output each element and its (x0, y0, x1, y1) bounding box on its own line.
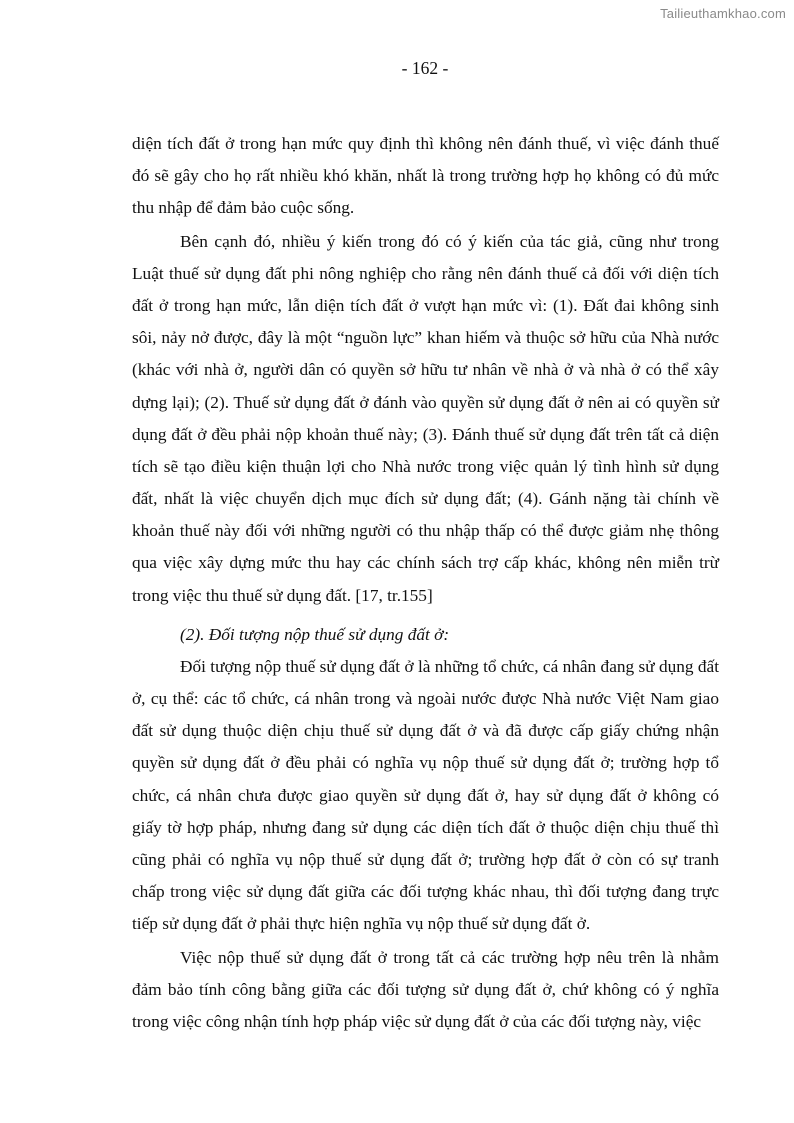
text-line: diện tích đất ở trong hạn mức quy định thì không nên đánh thuế, vì việc đánh thuế (132, 134, 719, 153)
text-line: dụng đất ở đều phải nộp khoản thuế này; (3). Đánh thuế sử dụng đất trên tất cả diện (132, 424, 719, 444)
text-line: Đối tượng nộp thuế sử dụng đất ở là những tổ chức, cá nhân đang sử dụng đất (180, 656, 719, 676)
text-line: chấp trong việc sử dụng đất giữa các đối tượng khác nhau, thì đối tượng đang trực (132, 882, 719, 902)
paragraph (132, 226, 719, 612)
text-line: giấy tờ hợp pháp, nhưng đang sử dụng các diện tích đất ở thuộc diện chịu thuế thì (132, 817, 719, 837)
text-line: đảm bảo tính công bằng giữa các đối tượng sử dụng đất ở, chứ không có ý nghĩa (132, 979, 719, 999)
page-number: - 162 - (401, 58, 449, 78)
text-line: trong việc thu thuế sử dụng đất. [17, tr.155] (132, 585, 433, 605)
text-line: sôi, nảy nở được, đây là một “nguồn lực” khan hiếm và thuộc sở hữu của Nhà nước (132, 328, 719, 348)
text-line: Bên cạnh đó, nhiều ý kiến trong đó có ý kiến của tác giả, cũng như trong (180, 231, 719, 251)
text-line: Luật thuế sử dụng đất phi nông nghiệp cho rằng nên đánh thuế cả đối với diện tích (132, 263, 719, 283)
text-line: tích sẽ tạo điều kiện thuận lợi cho Nhà nước trong việc quản lý tình hình sử dụng (132, 456, 719, 476)
text-line: đất ở trong hạn mức, lẫn diện tích đất ở vượt hạn mức vì: (1). Đất đai không sinh (132, 295, 719, 315)
paragraph (132, 942, 719, 1039)
section-heading: (2). Đối tượng nộp thuế sử dụng đất ở: (180, 624, 450, 644)
text-line: chức, cá nhân chưa được giao quyền sử dụng đất ở, hay sử dụng đất ở không có (132, 785, 719, 805)
text-line: dựng lại); (2). Thuế sử dụng đất ở đánh vào quyền sử dụng đất ở nên ai có quyền sử (132, 392, 719, 412)
text-line: Việc nộp thuế sử dụng đất ở trong tất cả các trường hợp nêu trên là nhằm (180, 947, 719, 967)
text-line: khoản thuế này đối với những người có thu nhập thấp có thể được giảm nhẹ thông (132, 521, 719, 541)
text-line: qua việc xây dựng mức thu hay các chính sách trợ cấp khác, không nên miễn trừ (132, 553, 719, 573)
paragraph-group-2 (132, 651, 719, 1038)
text-line: (khác với nhà ở, người dân có quyền sở hữu tư nhân về nhà ở và nhà ở có thể xây (132, 360, 719, 380)
paragraph (132, 128, 719, 225)
paragraph-group-1 (132, 128, 719, 612)
text-line: cũng phải có nghĩa vụ nộp thuế sử dụng đất ở; trường hợp đất ở còn có sự tranh (132, 849, 719, 869)
paragraph (132, 651, 719, 941)
text-line: đất sử dụng thuộc diện chịu thuế sử dụng đất ở và đã được cấp giấy chứng nhận (132, 721, 719, 741)
text-line: trong việc công nhận tính hợp pháp việc sử dụng đất ở của các đối tượng này, việc (132, 1011, 702, 1031)
text-line: đất, nhất là việc chuyển dịch mục đích sử dụng đất; (4). Gánh nặng tài chính về (132, 489, 719, 509)
text-line: tiếp sử dụng đất ở phải thực hiện nghĩa vụ nộp thuế sử dụng đất ở. (132, 914, 591, 934)
text-line: ở, cụ thể: các tổ chức, cá nhân trong và ngoài nước được Nhà nước Việt Nam giao (132, 689, 719, 708)
text-line: thu nhập để đảm bảo cuộc sống. (132, 198, 355, 218)
text-line: đó sẽ gây cho họ rất nhiều khó khăn, nhất là trong trường hợp họ không có đủ mức (132, 166, 719, 186)
watermark: Tailieuthamkhao.com (660, 6, 786, 21)
text-line: quyền sử dụng đất ở đều phải có nghĩa vụ nộp thuế sử dụng đất ở; trường hợp tổ (132, 753, 719, 773)
document-body (132, 128, 719, 1039)
